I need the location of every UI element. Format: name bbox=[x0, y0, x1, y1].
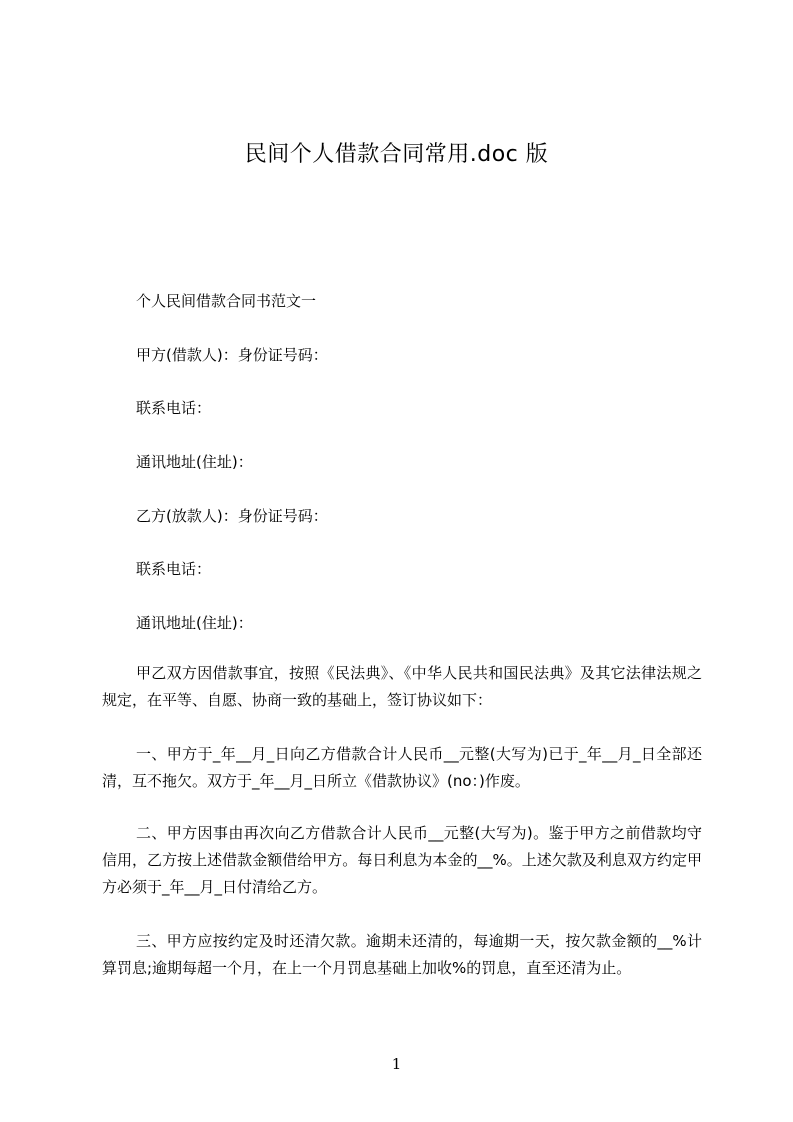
intro-paragraph: 甲乙双方因借款事宜，按照《民法典》、《中华人民共和国民法典》及其它法律法规之规定，在平等、自愿、协商一致的基础上，签订协议如下： bbox=[102, 664, 702, 709]
party-a-phone-line: 联系电话： bbox=[136, 399, 212, 417]
party-a-id-line: 甲方(借款人)：身份证号码： bbox=[136, 346, 328, 364]
party-a-address-line: 通讯地址(住址)： bbox=[136, 453, 253, 471]
clause-2-paragraph: 二、甲方因事由再次向乙方借款合计人民币__元整(大写为)。鉴于甲方之前借款均守信用，乙方按上述借款金额借给甲方。每日利息为本金的__%。上述欠款及利息双方约定甲方必须于_年__月_日付清给乙方。 bbox=[102, 824, 702, 896]
party-b-phone-line: 联系电话： bbox=[136, 560, 212, 578]
party-b-id-line: 乙方(放款人)：身份证号码： bbox=[136, 507, 328, 525]
document-title: 民间个人借款合同常用.doc 版 bbox=[244, 142, 549, 167]
page-number: 1 bbox=[391, 1055, 402, 1073]
clause-3-paragraph: 三、甲方应按约定及时还清欠款。逾期未还清的，每逾期一天，按欠款金额的__%计算罚息;逾期每超一个月，在上一个月罚息基础上加收%的罚息，直至还清为止。 bbox=[102, 932, 702, 977]
party-b-address-line: 通讯地址(住址)： bbox=[136, 614, 253, 632]
contract-subtitle: 个人民间借款合同书范文一 bbox=[136, 292, 317, 310]
clause-1-paragraph: 一、甲方于_年__月_日向乙方借款合计人民币__元整(大写为)已于_年__月_日全部还清，互不拖欠。双方于_年__月_日所立《借款协议》(no：)作废。 bbox=[102, 745, 702, 790]
